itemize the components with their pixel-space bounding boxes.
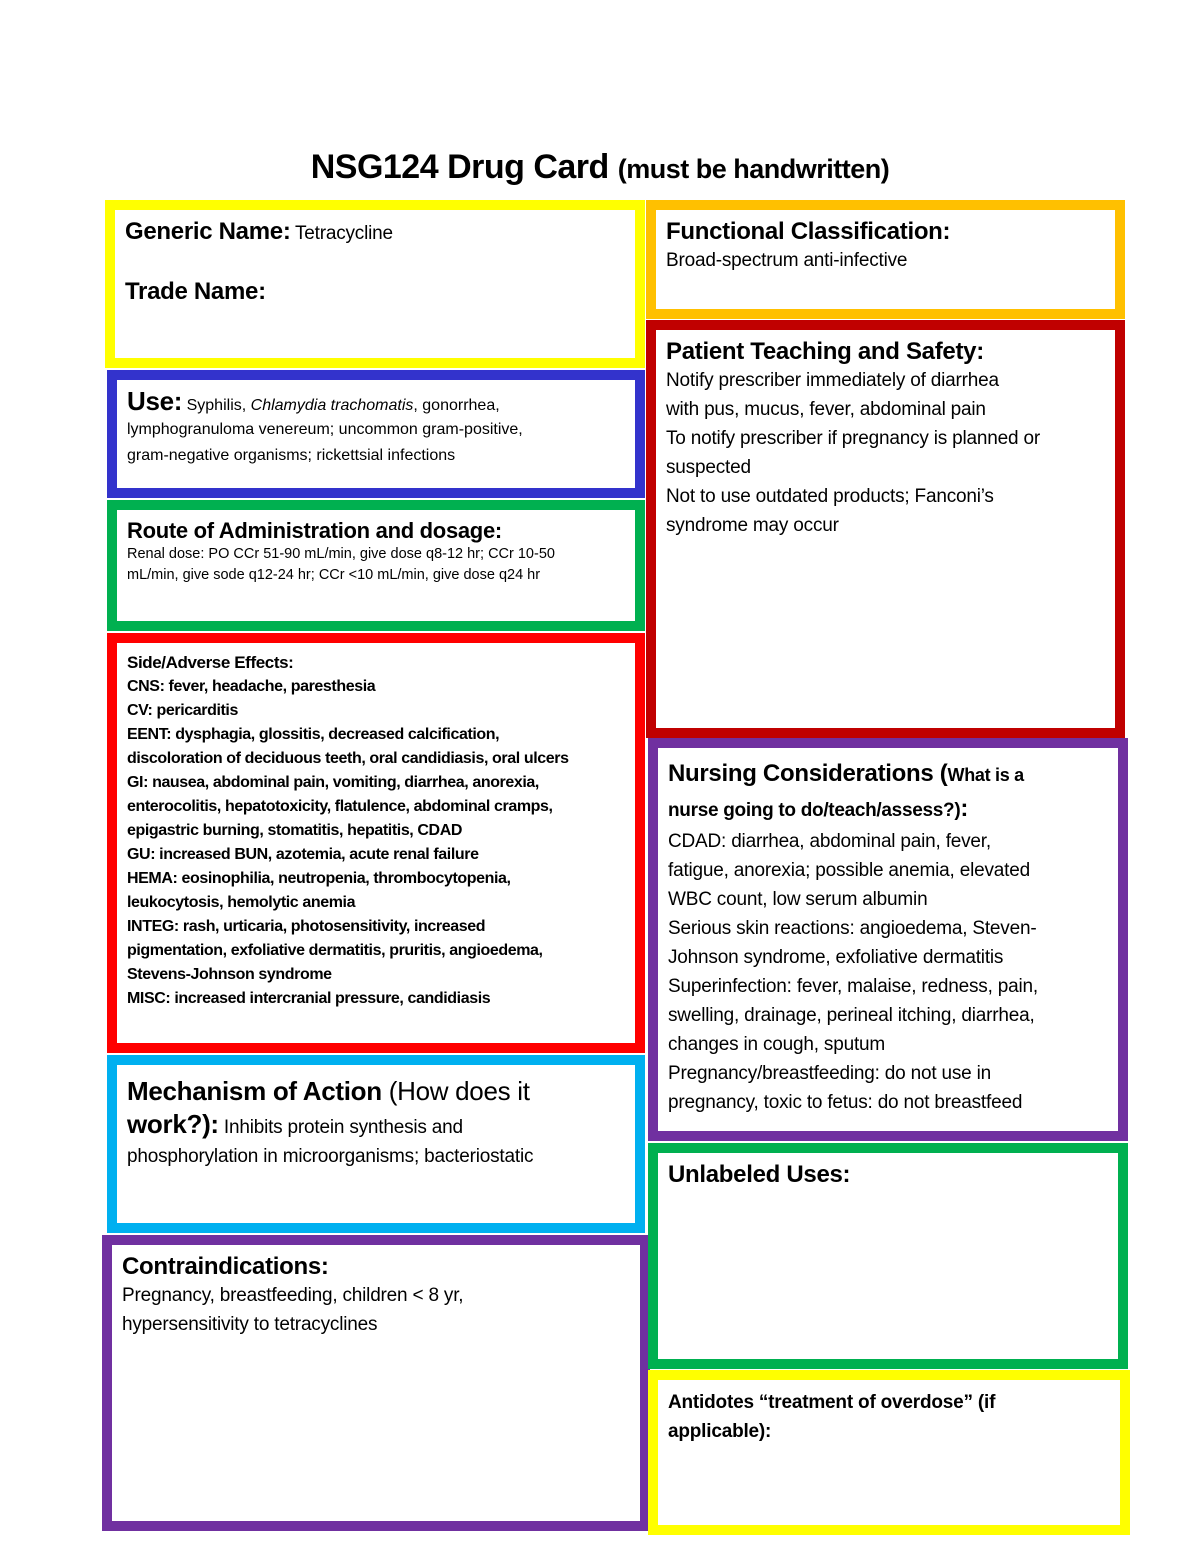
nursing-label: Nursing Considerations ( xyxy=(668,760,948,787)
side-effects-label: Side/Adverse Effects: xyxy=(127,653,294,672)
side-effects-line: discoloration of deciduous teeth, oral candidiasis, oral ulcers xyxy=(127,750,569,767)
use-box xyxy=(107,370,645,498)
route-text: mL/min, give sode q12-24 hr; CCr <10 mL/min, give dose q24 hr xyxy=(127,567,541,583)
unlabeled-uses-box xyxy=(648,1143,1128,1369)
patient-teaching-label: Patient Teaching and Safety: xyxy=(666,338,984,365)
side-effects-line: leukocytosis, hemolytic anemia xyxy=(127,894,356,911)
antidotes-label: Antidotes “treatment of overdose” (if xyxy=(668,1392,996,1413)
contraindications-label: Contraindications: xyxy=(122,1253,329,1280)
mechanism-label-paren: (How does it xyxy=(381,1076,530,1106)
generic-name-label: Generic Name: xyxy=(125,218,291,245)
side-effects-line: MISC: increased intercranial pressure, candidiasis xyxy=(127,990,491,1007)
generic-name-box xyxy=(105,200,645,368)
side-effects-line: Stevens-Johnson syndrome xyxy=(127,966,332,983)
unlabeled-uses-label: Unlabeled Uses: xyxy=(668,1161,851,1188)
side-effects-line: epigastric burning, stomatitis, hepatitis, CDAD xyxy=(127,822,463,839)
use-text: , gonorrhea, xyxy=(413,397,500,414)
nursing-consideration-line: fatigue, anorexia; possible anemia, elevated xyxy=(668,860,1030,881)
side-effects-line: enterocolitis, hepatotoxicity, flatulence, abdominal cramps, xyxy=(127,798,553,815)
nursing-consideration-line: WBC count, low serum albumin xyxy=(668,889,928,910)
use-text-italic: Chlamydia trachomatis xyxy=(250,397,414,414)
side-effects-line: GU: increased BUN, azotemia, acute renal failure xyxy=(127,846,479,863)
mechanism-text: Inhibits protein synthesis and xyxy=(218,1117,463,1138)
side-effects-line: pigmentation, exfoliative dermatitis, pruritis, angioedema, xyxy=(127,942,543,959)
nursing-consideration-line: changes in cough, sputum xyxy=(668,1034,886,1055)
mechanism-label-2: work?): xyxy=(127,1109,219,1139)
nursing-label-colon: : xyxy=(960,795,969,822)
nursing-label-small: What is a xyxy=(947,765,1024,785)
functional-classification-value: Broad-spectrum anti-infective xyxy=(666,250,908,271)
side-effects-line: CNS: fever, headache, paresthesia xyxy=(127,678,376,695)
contraindications-text: Pregnancy, breastfeeding, children < 8 yr, xyxy=(122,1285,464,1306)
patient-teaching-line: syndrome may occur xyxy=(666,515,839,536)
title-main: NSG124 Drug Card xyxy=(310,148,609,186)
page-title xyxy=(0,148,1200,187)
side-effects-line: GI: nausea, abdominal pain, vomiting, diarrhea, anorexia, xyxy=(127,774,539,791)
nursing-consideration-line: Serious skin reactions: angioedema, Steven- xyxy=(668,918,1037,939)
use-text: gram-negative organisms; rickettsial infections xyxy=(127,447,456,464)
patient-teaching-box xyxy=(646,320,1125,738)
antidotes-box xyxy=(648,1370,1130,1535)
nursing-consideration-line: swelling, drainage, perineal itching, diarrhea, xyxy=(668,1005,1035,1026)
nursing-label-2: nurse going to do/teach/assess?) xyxy=(668,800,961,821)
side-effects-line: CV: pericarditis xyxy=(127,702,238,719)
contraindications-text: hypersensitivity to tetracyclines xyxy=(122,1314,378,1335)
side-effects-line: INTEG: rash, urticaria, photosensitivity, increased xyxy=(127,918,486,935)
side-effects-line: HEMA: eosinophilia, neutropenia, thrombocytopenia, xyxy=(127,870,511,887)
trade-name-label: Trade Name: xyxy=(125,278,266,305)
antidotes-label: applicable): xyxy=(668,1421,772,1442)
use-text: lymphogranuloma venereum; uncommon gram-positive, xyxy=(127,421,523,438)
patient-teaching-line: suspected xyxy=(666,457,751,478)
route-label: Route of Administration and dosage: xyxy=(127,518,502,543)
route-box xyxy=(107,500,645,631)
mechanism-text: phosphorylation in microorganisms; bacteriostatic xyxy=(127,1146,534,1167)
contraindications-box xyxy=(102,1235,650,1531)
functional-classification-label: Functional Classification: xyxy=(666,218,951,245)
route-text: Renal dose: PO CCr 51-90 mL/min, give dose q8-12 hr; CCr 10-50 xyxy=(127,546,555,562)
side-effects-line: EENT: dysphagia, glossitis, decreased calcification, xyxy=(127,726,500,743)
nursing-consideration-line: pregnancy, toxic to fetus: do not breastfeed xyxy=(668,1092,1023,1113)
nursing-consideration-line: Superinfection: fever, malaise, redness, pain, xyxy=(668,976,1038,997)
patient-teaching-line: Not to use outdated products; Fanconi’s xyxy=(666,486,994,507)
nursing-consideration-line: Pregnancy/breastfeeding: do not use in xyxy=(668,1063,992,1084)
nursing-consideration-line: CDAD: diarrhea, abdominal pain, fever, xyxy=(668,831,991,852)
patient-teaching-line: with pus, mucus, fever, abdominal pain xyxy=(666,399,986,420)
nursing-considerations-box xyxy=(648,738,1128,1141)
patient-teaching-line: Notify prescriber immediately of diarrhea xyxy=(666,370,999,391)
functional-classification-box xyxy=(646,200,1125,319)
mechanism-box xyxy=(107,1055,645,1233)
use-text: Syphilis, xyxy=(186,397,251,414)
title-note: (must be handwritten) xyxy=(617,154,890,184)
nursing-consideration-line: Johnson syndrome, exfoliative dermatitis xyxy=(668,947,1004,968)
side-effects-box xyxy=(107,633,645,1053)
patient-teaching-line: To notify prescriber if pregnancy is planned or xyxy=(666,428,1040,449)
mechanism-label: Mechanism of Action xyxy=(127,1076,382,1106)
generic-name-value: Tetracycline xyxy=(294,223,393,244)
use-label: Use: xyxy=(127,386,183,416)
